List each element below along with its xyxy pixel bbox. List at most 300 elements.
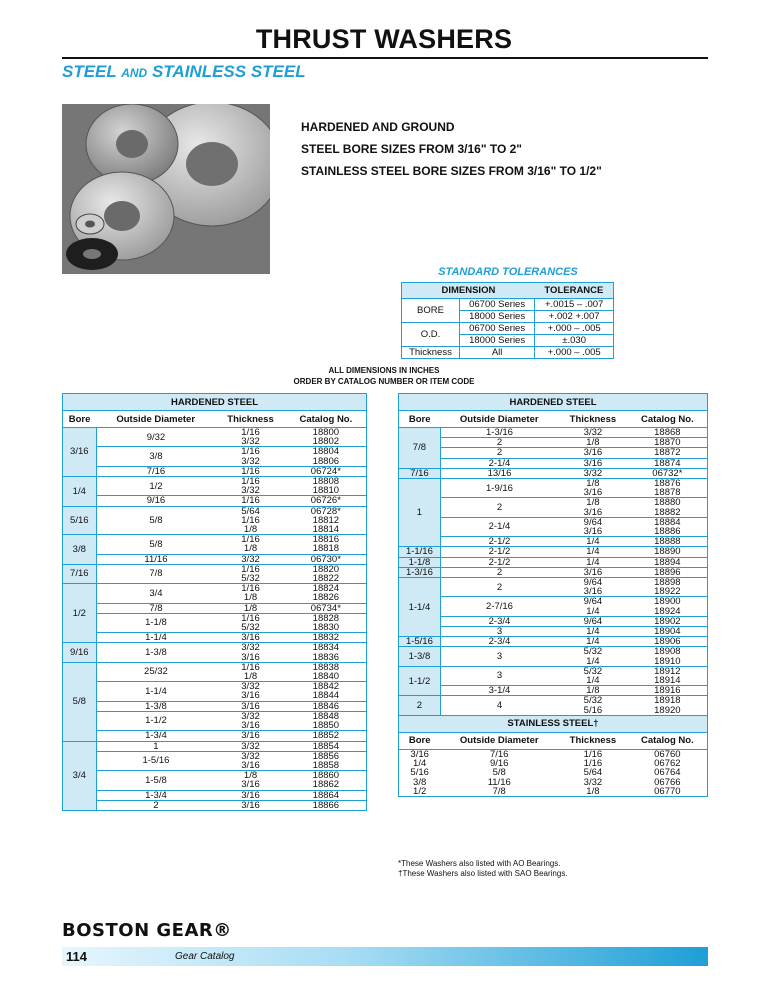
- thickness-cell: [558, 567, 628, 577]
- thickness-cell-line: 1/4: [586, 546, 600, 558]
- thickness-cell-line: 9/64: [583, 577, 603, 589]
- od-cell: 1-3/16: [440, 428, 558, 438]
- table-row: [399, 458, 708, 468]
- catalog-cell-line: 18808: [312, 476, 340, 488]
- column-header-catalog-no: Catalog No.: [286, 411, 367, 428]
- stainless-header-outside-diameter: Outside Diameter: [440, 732, 558, 749]
- thickness-cell-line: 3/32: [583, 467, 603, 479]
- catalog-cell-line: 18908: [654, 646, 681, 658]
- stainless-bore-cell-line: 5/16: [410, 767, 429, 779]
- stainless-th-cell-line: 1/16: [583, 748, 603, 760]
- bore-cell: 1-1/4: [399, 578, 441, 637]
- table-row: [63, 751, 367, 770]
- catalog-cell-line: 18810: [312, 485, 340, 497]
- catalog-cell: [628, 557, 708, 567]
- thickness-cell: [215, 741, 285, 751]
- hardened-steel-table-right: [398, 393, 708, 797]
- catalog-cell-line: 18906: [654, 636, 681, 648]
- table-row: [399, 428, 708, 438]
- catalog-cell-line: 18882: [654, 506, 681, 518]
- thickness-cell-line: 1/16: [241, 465, 260, 477]
- thickness-cell: [215, 564, 285, 583]
- tolerances-table: [401, 282, 614, 359]
- od-cell: 1/2: [96, 477, 215, 496]
- catalog-cell: [628, 637, 708, 647]
- column-header-catalog-no: Catalog No.: [628, 411, 708, 428]
- catalog-cell-line: 18824: [312, 583, 340, 595]
- tol-dim-od: O.D.: [402, 323, 460, 347]
- table-row: [63, 662, 367, 681]
- catalog-cell-line: 18920: [654, 704, 681, 716]
- table-row: [399, 647, 708, 666]
- tol-series: 06700 Series: [459, 299, 534, 311]
- thickness-cell: [215, 682, 285, 701]
- od-cell: 1-5/16: [96, 751, 215, 770]
- catalog-cell-line: 18858: [312, 759, 340, 771]
- stainless-header-thickness: Thickness: [558, 732, 628, 749]
- features-list: [301, 116, 602, 182]
- catalog-cell-line: 18820: [312, 563, 340, 575]
- catalog-cell-line: 06726*: [310, 495, 341, 507]
- catalog-cell-line: 18816: [312, 534, 340, 546]
- table-row: [399, 448, 708, 458]
- catalog-cell: [628, 537, 708, 547]
- catalog-cell: [286, 701, 367, 711]
- catalog-cell: [286, 711, 367, 730]
- catalog-cell: [286, 613, 367, 632]
- footnotes: [398, 859, 568, 879]
- thickness-cell-line: 3/32: [583, 427, 603, 438]
- table-row: [63, 731, 367, 741]
- thickness-cell-line: 1/8: [243, 592, 258, 604]
- thickness-cell-line: 3/32: [241, 710, 260, 722]
- stainless-od-cell-line: 7/16: [489, 748, 509, 760]
- od-cell: 2-3/4: [440, 637, 558, 647]
- thickness-cell-line: 3/16: [583, 506, 603, 518]
- od-cell: 9/16: [96, 496, 215, 506]
- thickness-cell: [215, 603, 285, 613]
- catalog-cell-line: 18886: [654, 526, 681, 538]
- bore-cell: 3/4: [63, 741, 97, 810]
- stainless-od-cell-line: 9/16: [489, 758, 509, 770]
- table-title: HARDENED STEEL: [399, 394, 708, 411]
- catalog-cell: [286, 428, 367, 447]
- catalog-cell: [286, 662, 367, 681]
- bore-cell: 1: [399, 479, 441, 547]
- footnote-sao: †These Washers also listed with SAO Bearings.: [398, 869, 568, 878]
- catalog-cell: [286, 447, 367, 466]
- od-cell: 4: [440, 696, 558, 715]
- thickness-cell: [215, 771, 285, 790]
- stainless-th-cell: [558, 749, 628, 796]
- catalog-cell: [628, 428, 708, 438]
- catalog-cell-line: 18818: [312, 543, 340, 555]
- thickness-cell-line: 3/16: [241, 632, 260, 644]
- catalog-cell-line: 18868: [654, 427, 681, 438]
- catalog-cell: [628, 547, 708, 557]
- catalog-cell-line: 18854: [312, 740, 340, 752]
- catalog-cell-line: 18832: [312, 632, 340, 644]
- thickness-cell-line: 1/16: [241, 446, 260, 458]
- catalog-cell: [628, 458, 708, 468]
- catalog-cell-line: 06728*: [310, 505, 341, 517]
- catalog-cell-line: 18852: [312, 730, 340, 742]
- od-cell: 3: [440, 627, 558, 637]
- stainless-od-cell-line: 11/16: [487, 776, 511, 788]
- bore-cell: 7/8: [399, 428, 441, 469]
- od-cell: 7/8: [96, 564, 215, 583]
- column-header-thickness: Thickness: [215, 411, 285, 428]
- feature-steel-bore: STEEL BORE SIZES FROM 3/16" TO 2": [301, 142, 522, 156]
- table-row: [63, 584, 367, 603]
- catalog-cell: [286, 751, 367, 770]
- subtitle-and: AND: [121, 66, 148, 80]
- thickness-cell-line: 1/4: [586, 636, 600, 648]
- thickness-cell: [558, 479, 628, 498]
- bore-cell: 1/4: [63, 477, 97, 507]
- thickness-cell-line: 1/4: [586, 675, 600, 687]
- catalog-cell-line: 18900: [654, 596, 681, 608]
- bore-cell: 1-1/8: [399, 557, 441, 567]
- tol-value: +.000 – .005: [535, 323, 614, 335]
- catalog-cell-line: 18870: [654, 437, 681, 449]
- catalog-cell: [286, 682, 367, 701]
- bore-cell: 5/8: [63, 662, 97, 741]
- catalog-cell-line: 18802: [312, 436, 340, 448]
- table-row: [399, 479, 708, 498]
- table-row: [399, 616, 708, 626]
- thickness-cell-line: 9/64: [583, 516, 603, 528]
- thickness-cell-line: 1/16: [241, 612, 260, 624]
- table-row: [399, 557, 708, 567]
- table-title: HARDENED STEEL: [63, 394, 367, 411]
- catalog-cell: [286, 800, 367, 810]
- subtitle: [62, 62, 306, 82]
- stainless-title: STAINLESS STEEL†: [399, 715, 708, 732]
- stainless-od-cell-line: 7/8: [492, 785, 506, 797]
- thickness-cell-line: 1/8: [243, 524, 258, 536]
- od-cell: 13/16: [440, 468, 558, 478]
- bore-cell: 3/16: [63, 428, 97, 477]
- od-cell: 1-1/4: [96, 633, 215, 643]
- stainless-od-cell-line: 5/8: [492, 767, 506, 779]
- page-number: 114: [66, 949, 87, 964]
- table-row: [63, 564, 367, 583]
- stainless-bore-cell-line: 1/2: [413, 785, 427, 797]
- thickness-cell-line: 3/16: [583, 586, 603, 598]
- catalog-cell: [286, 477, 367, 496]
- catalog-cell-line: 18880: [654, 497, 681, 509]
- catalog-cell: [286, 564, 367, 583]
- table-row: [63, 790, 367, 800]
- catalog-cell-line: 18842: [312, 681, 340, 693]
- tol-value: ±.030: [535, 335, 614, 347]
- column-header-outside-diameter: Outside Diameter: [96, 411, 215, 428]
- column-header-bore: Bore: [63, 411, 97, 428]
- bore-cell: 3/8: [63, 535, 97, 565]
- catalog-cell: [628, 448, 708, 458]
- thickness-cell: [215, 428, 285, 447]
- thickness-cell: [215, 506, 285, 535]
- thickness-cell: [215, 643, 285, 662]
- catalog-cell-line: 18856: [312, 750, 340, 762]
- thickness-cell-line: 3/16: [583, 447, 603, 459]
- bore-cell: 7/16: [399, 468, 441, 478]
- thickness-cell: [215, 496, 285, 506]
- tol-series: 06700 Series: [459, 323, 534, 335]
- tol-series: All: [459, 347, 534, 359]
- catalog-cell-line: 18898: [654, 577, 681, 589]
- thickness-cell: [215, 790, 285, 800]
- catalog-cell-line: 18806: [312, 455, 340, 467]
- thickness-cell-line: 5/32: [241, 573, 260, 585]
- thickness-cell-line: 1/16: [241, 495, 260, 507]
- thickness-cell-line: 3/32: [241, 553, 260, 565]
- catalog-cell: [628, 686, 708, 696]
- tol-dim-bore: BORE: [402, 299, 460, 323]
- od-cell: 1-3/8: [96, 701, 215, 711]
- thickness-cell-line: 1/4: [586, 626, 600, 638]
- catalog-cell-line: 18922: [654, 586, 681, 598]
- page-title: THRUST WASHERS: [255, 24, 513, 54]
- thickness-cell-line: 3/16: [583, 526, 603, 538]
- od-cell: 2: [96, 800, 215, 810]
- catalog-cell: [286, 506, 367, 535]
- catalog-cell-line: 06724*: [310, 465, 341, 477]
- title-rule: [62, 57, 708, 59]
- table-row: [399, 567, 708, 577]
- table-row: [63, 496, 367, 506]
- table-row: [399, 468, 708, 478]
- footer-bar: [62, 947, 708, 966]
- catalog-cell-line: 18830: [312, 622, 340, 634]
- thickness-cell-line: 3/16: [241, 799, 260, 811]
- bore-cell: 1-5/16: [399, 637, 441, 647]
- od-cell: 1: [96, 741, 215, 751]
- catalog-cell-line: 18878: [654, 487, 681, 499]
- catalog-cell-line: 18848: [312, 710, 340, 722]
- catalog-cell: [628, 468, 708, 478]
- subtitle-steel: STEEL: [62, 62, 117, 81]
- tolerances-title: STANDARD TOLERANCES: [438, 266, 578, 278]
- bore-cell: 7/16: [63, 564, 97, 583]
- thickness-cell: [558, 557, 628, 567]
- thickness-cell-line: 3/16: [241, 651, 260, 663]
- thickness-cell-line: 1/4: [586, 605, 600, 617]
- thickness-cell-line: 1/8: [243, 543, 258, 555]
- table-row: [399, 627, 708, 637]
- tol-value: +.0015 – .007: [535, 299, 614, 311]
- table-row: [399, 578, 708, 597]
- table-row: [63, 613, 367, 632]
- catalog-cell: [286, 731, 367, 741]
- od-cell: 5/8: [96, 535, 215, 554]
- od-cell: 25/32: [96, 662, 215, 681]
- catalog-cell: [628, 479, 708, 498]
- thickness-cell-line: 1/8: [243, 770, 258, 782]
- stainless-row: [399, 749, 708, 796]
- od-cell: 1-9/16: [440, 479, 558, 498]
- thickness-cell-line: 3/32: [241, 485, 260, 497]
- thickness-cell: [558, 696, 628, 715]
- od-cell: 9/32: [96, 428, 215, 447]
- bore-cell: 5/16: [63, 506, 97, 535]
- thickness-cell: [558, 686, 628, 696]
- tol-series: 18000 Series: [459, 311, 534, 323]
- thickness-cell: [558, 666, 628, 685]
- thickness-cell: [215, 701, 285, 711]
- catalog-cell-line: 06734*: [310, 602, 341, 614]
- feature-stainless-bore: STAINLESS STEEL BORE SIZES FROM 3/16" TO 1/2": [301, 164, 602, 178]
- thickness-cell-line: 3/32: [241, 740, 260, 752]
- tol-value: +.000 – .005: [535, 347, 614, 359]
- dimension-notes: [0, 365, 768, 387]
- bore-cell: 1-1/16: [399, 547, 441, 557]
- thickness-cell-line: 1/16: [241, 534, 260, 546]
- catalog-cell-line: 18800: [312, 427, 340, 438]
- thickness-cell: [215, 711, 285, 730]
- thickness-cell-line: 3/16: [241, 789, 260, 801]
- table-row: [399, 537, 708, 547]
- od-cell: 1-5/8: [96, 771, 215, 790]
- thickness-cell: [215, 731, 285, 741]
- catalog-cell: [628, 647, 708, 666]
- table-row: [399, 547, 708, 557]
- table-row: [399, 637, 708, 647]
- catalog-cell-line: 18826: [312, 592, 340, 604]
- od-cell: 3: [440, 666, 558, 685]
- catalog-cell: [286, 496, 367, 506]
- stainless-header-catalog-no: Catalog No.: [628, 732, 708, 749]
- catalog-cell-line: 18888: [654, 536, 681, 548]
- thickness-cell: [215, 584, 285, 603]
- od-cell: 2: [440, 567, 558, 577]
- table-row: [399, 696, 708, 715]
- bore-cell: 1-3/16: [399, 567, 441, 577]
- thickness-cell: [558, 637, 628, 647]
- catalog-cell: [286, 790, 367, 800]
- table-row: [63, 633, 367, 643]
- stainless-bore-cell-line: 3/16: [410, 748, 429, 760]
- bore-cell: 2: [399, 696, 441, 715]
- bore-cell: 9/16: [63, 643, 97, 662]
- thickness-cell-line: 3/16: [583, 487, 603, 499]
- stainless-header-bore: Bore: [399, 732, 441, 749]
- od-cell: 3-1/4: [440, 686, 558, 696]
- thickness-cell: [558, 597, 628, 616]
- catalog-cell: [286, 633, 367, 643]
- thickness-cell-line: 1/16: [241, 583, 260, 595]
- thickness-cell: [558, 438, 628, 448]
- thickness-cell-line: 3/32: [241, 436, 260, 448]
- catalog-cell-line: 18838: [312, 661, 340, 673]
- od-cell: 2-1/2: [440, 547, 558, 557]
- thickness-cell: [215, 751, 285, 770]
- tol-dim-thickness: Thickness: [402, 347, 460, 359]
- od-cell: 7/8: [96, 603, 215, 613]
- catalog-cell: [286, 643, 367, 662]
- catalog-cell: [628, 627, 708, 637]
- od-cell: 1-3/4: [96, 790, 215, 800]
- thickness-cell: [215, 535, 285, 554]
- catalog-cell-line: 18828: [312, 612, 340, 624]
- od-cell: 1-3/8: [96, 643, 215, 662]
- thickness-cell: [558, 578, 628, 597]
- catalog-cell-line: 18834: [312, 642, 340, 654]
- column-header-outside-diameter: Outside Diameter: [440, 411, 558, 428]
- stainless-cat-cell: [628, 749, 708, 796]
- catalog-cell: [628, 666, 708, 685]
- stainless-cat-cell-line: 06770: [654, 785, 681, 797]
- catalog-cell-line: 18836: [312, 651, 340, 663]
- catalog-cell-line: 18866: [312, 799, 340, 811]
- thickness-cell-line: 9/64: [583, 615, 603, 627]
- boston-gear-logo: BOSTON GEAR®: [62, 920, 232, 941]
- od-cell: 3: [440, 647, 558, 666]
- washers-photo: [62, 104, 270, 274]
- catalog-cell-line: 18846: [312, 700, 340, 712]
- table-row: [63, 643, 367, 662]
- catalog-cell-line: 06730*: [310, 553, 341, 565]
- tol-series: 18000 Series: [459, 335, 534, 347]
- thickness-cell: [215, 633, 285, 643]
- od-cell: 2-7/16: [440, 597, 558, 616]
- column-header-bore: Bore: [399, 411, 441, 428]
- thickness-cell: [558, 547, 628, 557]
- catalog-cell: [286, 741, 367, 751]
- catalog-cell: [286, 466, 367, 476]
- thickness-cell: [215, 447, 285, 466]
- catalog-cell-line: 18904: [654, 626, 681, 638]
- catalog-cell: [628, 517, 708, 536]
- catalog-cell: [628, 597, 708, 616]
- catalog-cell-line: 18850: [312, 720, 340, 732]
- thickness-cell-line: 5/16: [583, 704, 603, 716]
- thickness-cell-line: 3/16: [241, 759, 260, 771]
- od-cell: 2-1/4: [440, 517, 558, 536]
- od-cell: 2-3/4: [440, 616, 558, 626]
- thickness-cell-line: 1/16: [241, 514, 260, 526]
- catalog-cell: [286, 554, 367, 564]
- catalog-cell: [286, 603, 367, 613]
- catalog-cell-line: 18894: [654, 556, 681, 568]
- table-row: [63, 428, 367, 447]
- catalog-cell-line: 18924: [654, 605, 681, 617]
- catalog-cell-line: 18890: [654, 546, 681, 558]
- stainless-th-cell-line: 1/16: [583, 758, 603, 770]
- thickness-cell-line: 1/8: [243, 671, 258, 683]
- catalog-cell: [286, 535, 367, 554]
- thickness-cell-line: 1/4: [586, 655, 600, 667]
- od-cell: 2: [440, 578, 558, 597]
- thickness-cell-line: 5/32: [583, 665, 603, 677]
- thickness-cell-line: 1/8: [586, 478, 600, 490]
- od-cell: 1-1/4: [96, 682, 215, 701]
- catalog-cell: [628, 567, 708, 577]
- catalog-cell-line: 18916: [654, 685, 681, 697]
- stainless-bore-cell-line: 3/8: [413, 776, 427, 788]
- catalog-cell-line: 18862: [312, 779, 340, 791]
- stainless-cat-cell-line: 06766: [654, 776, 681, 788]
- thickness-cell-line: 3/32: [241, 642, 260, 654]
- od-cell: 3/4: [96, 584, 215, 603]
- od-cell: 1-1/2: [96, 711, 215, 730]
- table-row: [63, 466, 367, 476]
- table-row: [399, 517, 708, 536]
- thickness-cell-line: 1/8: [586, 685, 600, 697]
- catalog-cell-line: 18840: [312, 671, 340, 683]
- thickness-cell-line: 5/32: [583, 646, 603, 658]
